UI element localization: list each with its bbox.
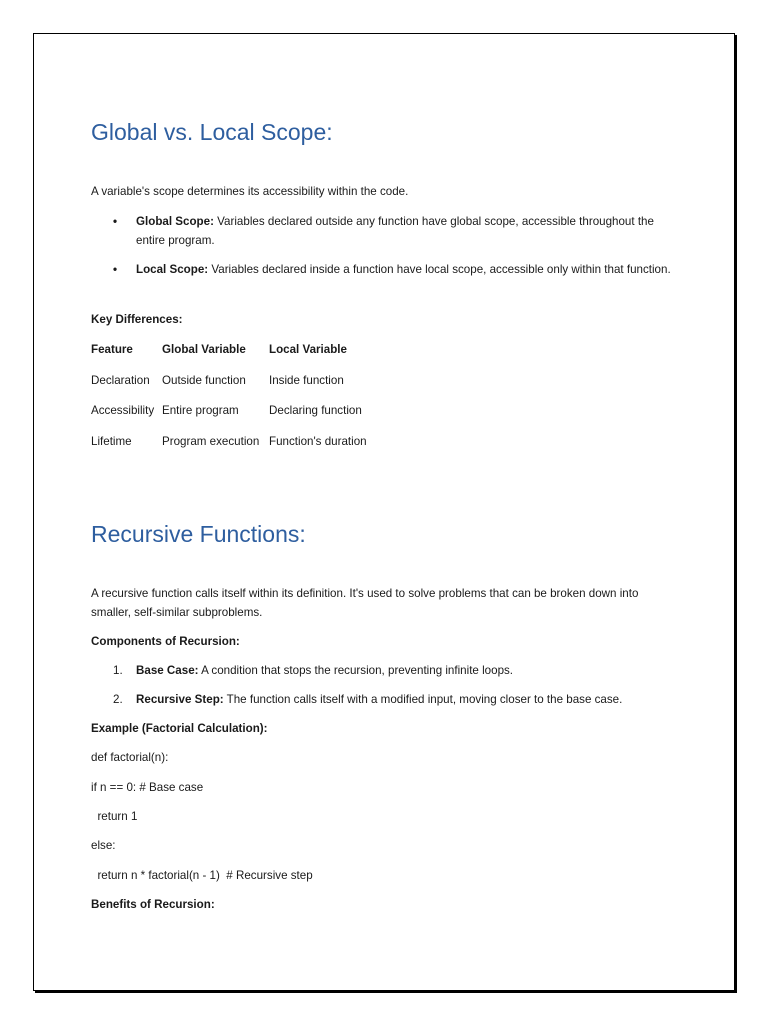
list-item	[91, 260, 681, 298]
step-text: The function calls itself with a modified input, moving closer to the base case.	[223, 693, 623, 706]
bullet-marker: •	[113, 215, 118, 228]
table-cell: Function's duration	[269, 435, 367, 448]
components-label: Components of Recursion:	[91, 635, 240, 648]
table-cell: Declaring function	[269, 404, 362, 417]
key-differences-label: Key Differences:	[91, 313, 183, 326]
step-term: Recursive Step:	[136, 693, 224, 706]
bullet-term: Local Scope:	[136, 263, 209, 276]
list-item	[91, 661, 681, 680]
table-cell: Accessibility	[91, 404, 155, 417]
bullet-text: Variables declared outside any function have global scope, accessible throughout the entire program.	[136, 215, 654, 247]
example-label: Example (Factorial Calculation):	[91, 722, 268, 735]
table-cell: Entire program	[162, 404, 239, 417]
document-page	[33, 33, 735, 991]
recursion-intro: A recursive function calls itself within its definition. It's used to solve problems that can be broken down into smaller, self-similar subproblems.	[91, 587, 639, 619]
bullet-text: Variables declared inside a function have local scope, accessible only within that function.	[208, 263, 671, 276]
step-term: Base Case:	[136, 664, 199, 677]
scope-intro: A variable's scope determines its accessibility within the code.	[91, 185, 409, 198]
bullet-term: Global Scope:	[136, 215, 214, 228]
list-number: 1.	[113, 664, 123, 677]
code-line: return n * factorial(n - 1) # Recursive step	[91, 869, 313, 882]
table-cell: Program execution	[162, 435, 260, 448]
table-header: Feature	[91, 343, 133, 356]
step-text: A condition that stops the recursion, preventing infinite loops.	[198, 664, 514, 677]
table-header: Local Variable	[269, 343, 347, 356]
scope-heading: Global vs. Local Scope:	[91, 119, 333, 145]
code-line: if n == 0: # Base case	[91, 781, 204, 794]
benefits-label: Benefits of Recursion:	[91, 898, 215, 911]
list-number: 2.	[113, 693, 123, 706]
table-cell: Lifetime	[91, 435, 132, 448]
list-item	[91, 690, 681, 709]
code-line: else:	[91, 839, 116, 852]
code-line: return 1	[91, 810, 138, 823]
table-header: Global Variable	[162, 343, 246, 356]
bullet-marker: •	[113, 263, 118, 276]
recursion-heading: Recursive Functions:	[91, 521, 306, 547]
table-cell: Declaration	[91, 374, 150, 387]
table-cell: Inside function	[269, 374, 344, 387]
differences-table	[91, 340, 681, 460]
list-item	[91, 212, 681, 250]
code-line: def factorial(n):	[91, 751, 169, 764]
table-cell: Outside function	[162, 374, 246, 387]
